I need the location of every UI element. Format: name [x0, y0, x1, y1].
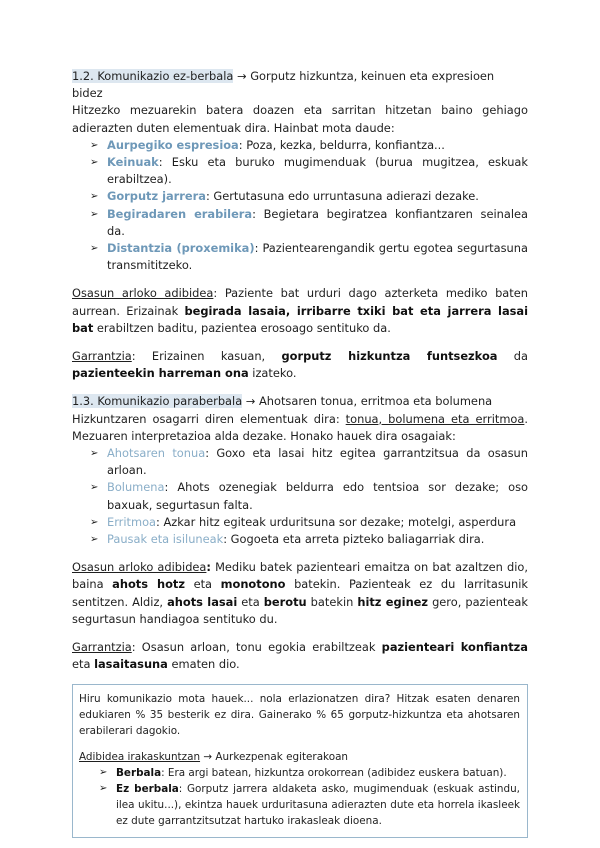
list-item: ➢ Aurpegiko espresioa: Poza, kezka, beldurra, konfiantza... [90, 137, 528, 154]
section-1-3-heading: 1.3. Komunikazio paraberbala → Ahotsaren tonua, erritmoa eta bolumena [72, 394, 493, 409]
arrow-bullet-icon: ➢ [90, 191, 99, 203]
list-item: ➢ Ez berbala: Gorputz jarrera aldaketa asko, mugimenduak (eskuak astindu, ilea ukitu...), ekintza hauek urduritasuna adierazten dute eta horrela ikasleek ez dute garrantzitsutzat hartuko irakasleak dioena. [99, 782, 520, 827]
section-heading-label: 1.2. Komunikazio ez-berbala [72, 69, 234, 83]
list-item: ➢ Begiradaren erabilera: Begietara begiratzea konfiantzaren seinalea da. [90, 206, 528, 238]
teaching-example-list [79, 765, 520, 829]
arrow-bullet-icon: ➢ [90, 516, 99, 528]
paraverbal-list [72, 445, 528, 548]
arrow-bullet-icon: ➢ [90, 534, 99, 546]
arrow-bullet-icon: ➢ [90, 139, 99, 151]
section-1-3-example: Osasun arloko adibidea: Mediku batek pazienteari emaitza on bat azaltzen dio, baina ahots hotz eta monotono batekin. Pazienteak ez du larritasunik sentitzen. Aldiz, ahots lasai eta berotu batekin hitz eginez gero, pazienteak segurtasun handiagoa sentituko du. [72, 560, 528, 626]
section-heading-label: 1.3. Komunikazio paraberbala [72, 394, 243, 409]
arrow-bullet-icon: ➢ [90, 482, 99, 494]
arrow-bullet-icon: ➢ [90, 208, 99, 220]
list-item: ➢ Ahotsaren tonua: Goxo eta lasai hitz egitea garrantzitsua da osasun arloan. [90, 446, 528, 478]
arrow-bullet-icon: ➢ [90, 157, 99, 169]
section-1-3-intro: Hizkuntzaren osagarri diren elementuak dira: tonua, bolumena eta erritmoa. Mezuaren interpretazioa alda dezake. Honako hauek dira osagaiak: [72, 411, 528, 443]
arrow-bullet-icon: ➢ [99, 782, 108, 794]
document-page [72, 68, 528, 838]
list-item: ➢ Erritmoa: Azkar hitz egiteak urduritsuna sor dezake; motelgi, asperdura [90, 514, 528, 531]
arrow-bullet-icon: ➢ [90, 448, 99, 460]
summary-box [72, 684, 528, 838]
list-item: ➢ Berbala: Era argi batean, hizkuntza orokorrean (adibidez euskera batuan). [99, 766, 507, 779]
list-item: ➢ Bolumena: Ahots ozenegiak beldurra edo tentsioa sor dezake; oso baxuak, segurtasun falta. [90, 480, 528, 512]
section-1-2-heading: 1.2. Komunikazio ez-berbala → Gorputz hizkuntza, keinuen eta expresioen bidez [72, 69, 495, 101]
nonverbal-list [72, 137, 528, 275]
summary-intro: Hiru komunikazio mota hauek... nola erlazionatzen dira? Hitzak esaten denaren edukiaren % 35 besterik ez dira. Gainerako % 65 gorputz-hizkuntza eta ahotsaren erabilerari dagokio. [79, 692, 520, 737]
arrow-bullet-icon: ➢ [99, 766, 108, 778]
list-item: ➢ Gorputz jarrera: Gertutasuna edo urruntasuna adierazi dezake. [90, 188, 528, 205]
summary-example-heading: Adibidea irakaskuntzan → Aurkezpenak egiterakoan [79, 750, 349, 763]
section-1-2-intro: Hitzezko mezuarekin batera doazen eta sarritan hitzetan baino gehiago adierazten duten elementuak dira. Hainbat mota daude: [72, 103, 528, 135]
section-1-2-example: Osasun arloko adibidea: Paziente bat urduri dago azterketa mediko baten aurrean. Erizainak begirada lasaia, irribarre txiki bat eta jarrera lasai bat erabiltzen baditu, pazientea erosoago sentituko da. [72, 286, 528, 335]
list-item: ➢ Pausak eta isiluneak: Gogoeta eta arreta pizteko baliagarriak dira. [90, 531, 528, 548]
arrow-bullet-icon: ➢ [90, 243, 99, 255]
section-1-3-guarantee: Garrantzia: Osasun arloan, tonu egokia erabiltzeak pazienteari konfiantza eta lasaitasuna ematen dio. [72, 640, 528, 672]
list-item: ➢ Distantzia (proxemika): Pazientearengandik gertu egotea segurtasuna transmititzeko. [90, 241, 528, 273]
list-item: ➢ Keinuak: Esku eta buruko mugimenduak (burua mugitzea, eskuak erabiltzea). [90, 155, 528, 187]
section-1-2-guarantee: Garrantzia: Erizainen kasuan, gorputz hizkuntza funtsezkoa da pazienteekin harreman ona izateko. [72, 349, 528, 381]
